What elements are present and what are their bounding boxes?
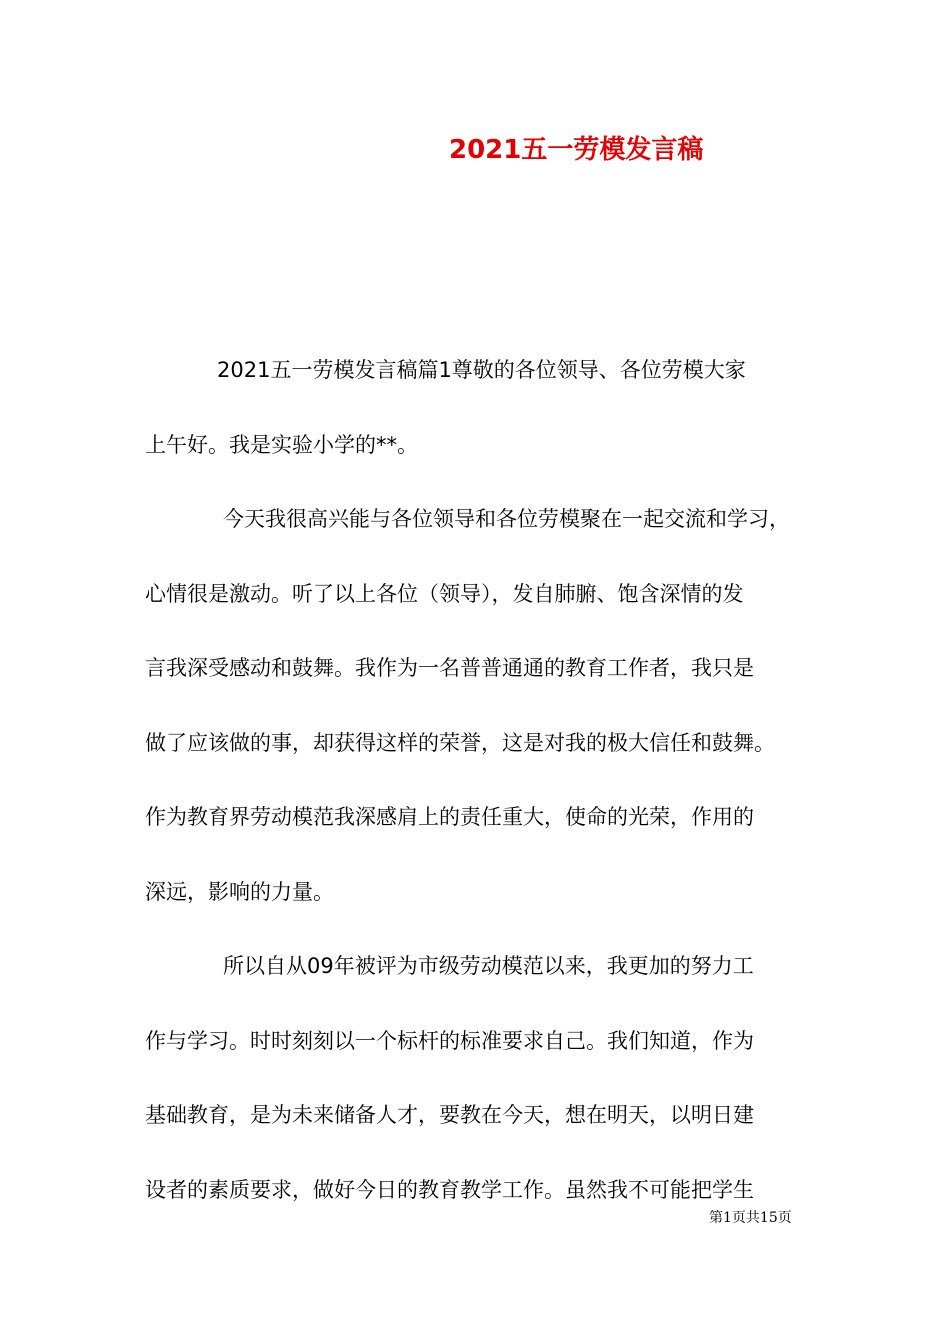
paragraph-line: 基础教育，是为未来储备人才，要教在今天，想在明天，以明日建 [145, 1103, 754, 1127]
paragraph-line: 设者的素质要求，做好今日的教育教学工作。虽然我不可能把学生 [145, 1177, 754, 1202]
page-number: 第1页共15页 [709, 1210, 792, 1226]
paragraph-line: 作与学习。时时刻刻以一个标杆的标准要求自己。我们知道，作为 [145, 1028, 754, 1053]
paragraph-line: 心情很是激动。听了以上各位（领导），发自肺腑、饱含深情的发 [145, 581, 744, 606]
paragraph-line: 做了应该做的事，却获得这样的荣誉，这是对我的极大信任和鼓舞。 [145, 730, 775, 755]
paragraph-line: 上午好。我是实验小学的**。 [145, 432, 418, 457]
paragraph-line: 言我深受感动和鼓舞。我作为一名普普通通的教育工作者，我只是 [145, 656, 754, 680]
paragraph-line: 今天我很高兴能与各位领导和各位劳模聚在一起交流和学习， [223, 507, 790, 531]
paragraph-line: 深远，影响的力量。 [145, 879, 334, 904]
document-title: 2021五一劳模发言稿 [449, 135, 704, 165]
paragraph-line: 所以自从09年被评为市级劳动模范以来，我更加的努力工 [223, 954, 754, 978]
document-body [145, 333, 815, 1227]
paragraph-line: 作为教育界劳动模范我深感肩上的责任重大，使命的光荣，作用的 [145, 805, 754, 829]
paragraph-line: 2021五一劳模发言稿篇1尊敬的各位领导、各位劳模大家 [217, 358, 746, 382]
